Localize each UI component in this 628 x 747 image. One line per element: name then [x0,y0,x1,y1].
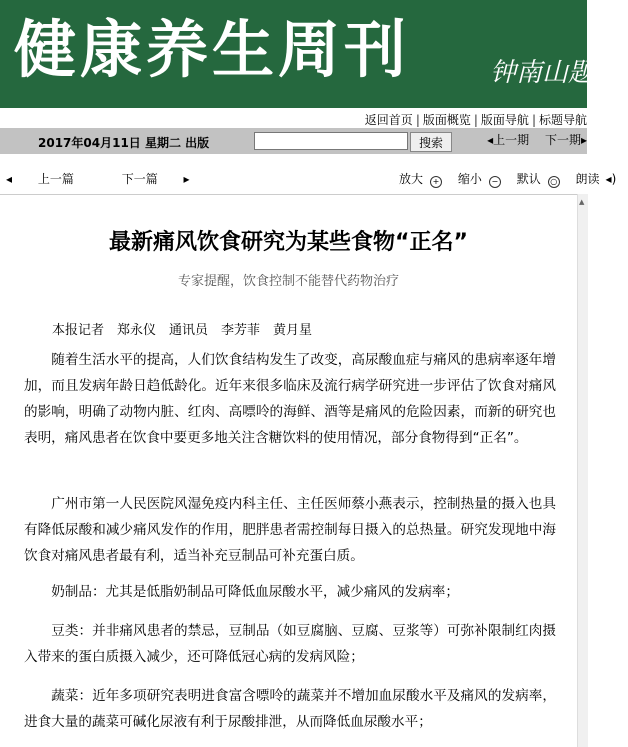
speaker-icon: ◂) [605,172,617,186]
nav-titles-link[interactable]: 标题导航 [538,113,587,127]
nav-overview-link[interactable]: 版面概览 [422,113,471,127]
minus-circle-icon: − [489,176,501,188]
article-paragraph: 蔬菜：近年多项研究表明进食富含嘌呤的蔬菜并不增加血尿酸水平及痛风的发病率，进食大量的蔬菜可碱化尿液有利于尿酸排泄，从而降低血尿酸水平； [24,688,556,730]
plus-circle-icon: + [430,176,442,188]
prev-issue-link[interactable]: ◂上一期 [487,133,530,147]
divider [0,194,577,195]
read-aloud-button[interactable]: 朗读 ◂) [575,172,617,186]
caret-right-icon: ▸ [179,172,190,186]
nav-separator: | [415,113,420,127]
caret-left-icon: ◂ [487,133,494,147]
top-nav [0,108,587,128]
next-article-link[interactable]: 下一篇 ▸ [121,172,190,186]
article-paragraph: 奶制品：尤其是低脂奶制品可降低血尿酸水平，减少痛风的发病率； [51,584,459,600]
article-toolbar [0,168,617,188]
caret-right-icon: ▸ [580,133,587,147]
zoom-out-button[interactable]: 缩小 − [458,172,507,186]
masthead-banner [0,0,595,108]
masthead-title: 健康养生周刊 [14,13,411,86]
zoom-in-button[interactable]: 放大 + [399,172,448,186]
nav-home-link[interactable]: 返回首页 [364,113,413,127]
scrollbar[interactable] [577,194,588,747]
default-size-button[interactable]: 默认 ○ [517,172,566,186]
article-subtitle: 专家提醒，饮食控制不能替代药物治疗 [177,274,399,289]
article-paragraph: 豆类：并非痛风患者的禁忌，豆制品（如豆腐脑、豆腐、豆浆等）可弥补限制红肉摄入带来的蛋白质摄入减少，还可降低冠心病的发病风险； [24,623,556,665]
article-paragraph: 广州市第一人民医院风湿免疫内科主任、主任医师蔡小燕表示，控制热量的摄入也具有降低尿酸和减少痛风发作的作用，肥胖患者需控制每日摄入的总热量。研究发现地中海饮食对痛风患者最有利，适当补充豆制品可补充蛋白质。 [24,496,556,564]
article-paragraph: 随着生活水平的提高，人们饮食结构发生了改变，高尿酸血症与痛风的患病率逐年增加，而且发病年龄日趋低龄化。近年来很多临床及流行病学研究进一步评估了饮食对痛风的影响，明确了动物内脏、红肉、高嘌呤的海鲜、酒等是痛风的危险因素，而新的研究也表明，痛风患者在饮食中要更多地关注含糖饮料的使用情况，部分食物得到“正名”。 [24,352,556,446]
search-button[interactable]: 搜索 [410,132,452,152]
caret-left-icon: ◂ [6,172,16,186]
next-issue-link[interactable]: 下一期▸ [544,133,587,147]
date-bar [0,128,587,154]
issue-date: 2017年04月11日 星期二 出版 [38,136,210,150]
nav-separator: | [531,113,536,127]
scroll-up-icon[interactable]: ▲ [579,198,585,206]
article-byline: 本报记者 郑永仪 通讯员 李芳菲 黄月星 [52,323,313,338]
reset-circle-icon: ○ [548,176,560,188]
search-input[interactable] [254,132,408,150]
nav-layout-link[interactable]: 版面导航 [480,113,529,127]
nav-separator: | [473,113,478,127]
masthead-signature: 钟南山题 [490,58,595,88]
prev-article-link[interactable]: ◂ 上一篇 [6,172,74,186]
article-title: 最新痛风饮食研究为某些食物“正名” [109,230,468,255]
